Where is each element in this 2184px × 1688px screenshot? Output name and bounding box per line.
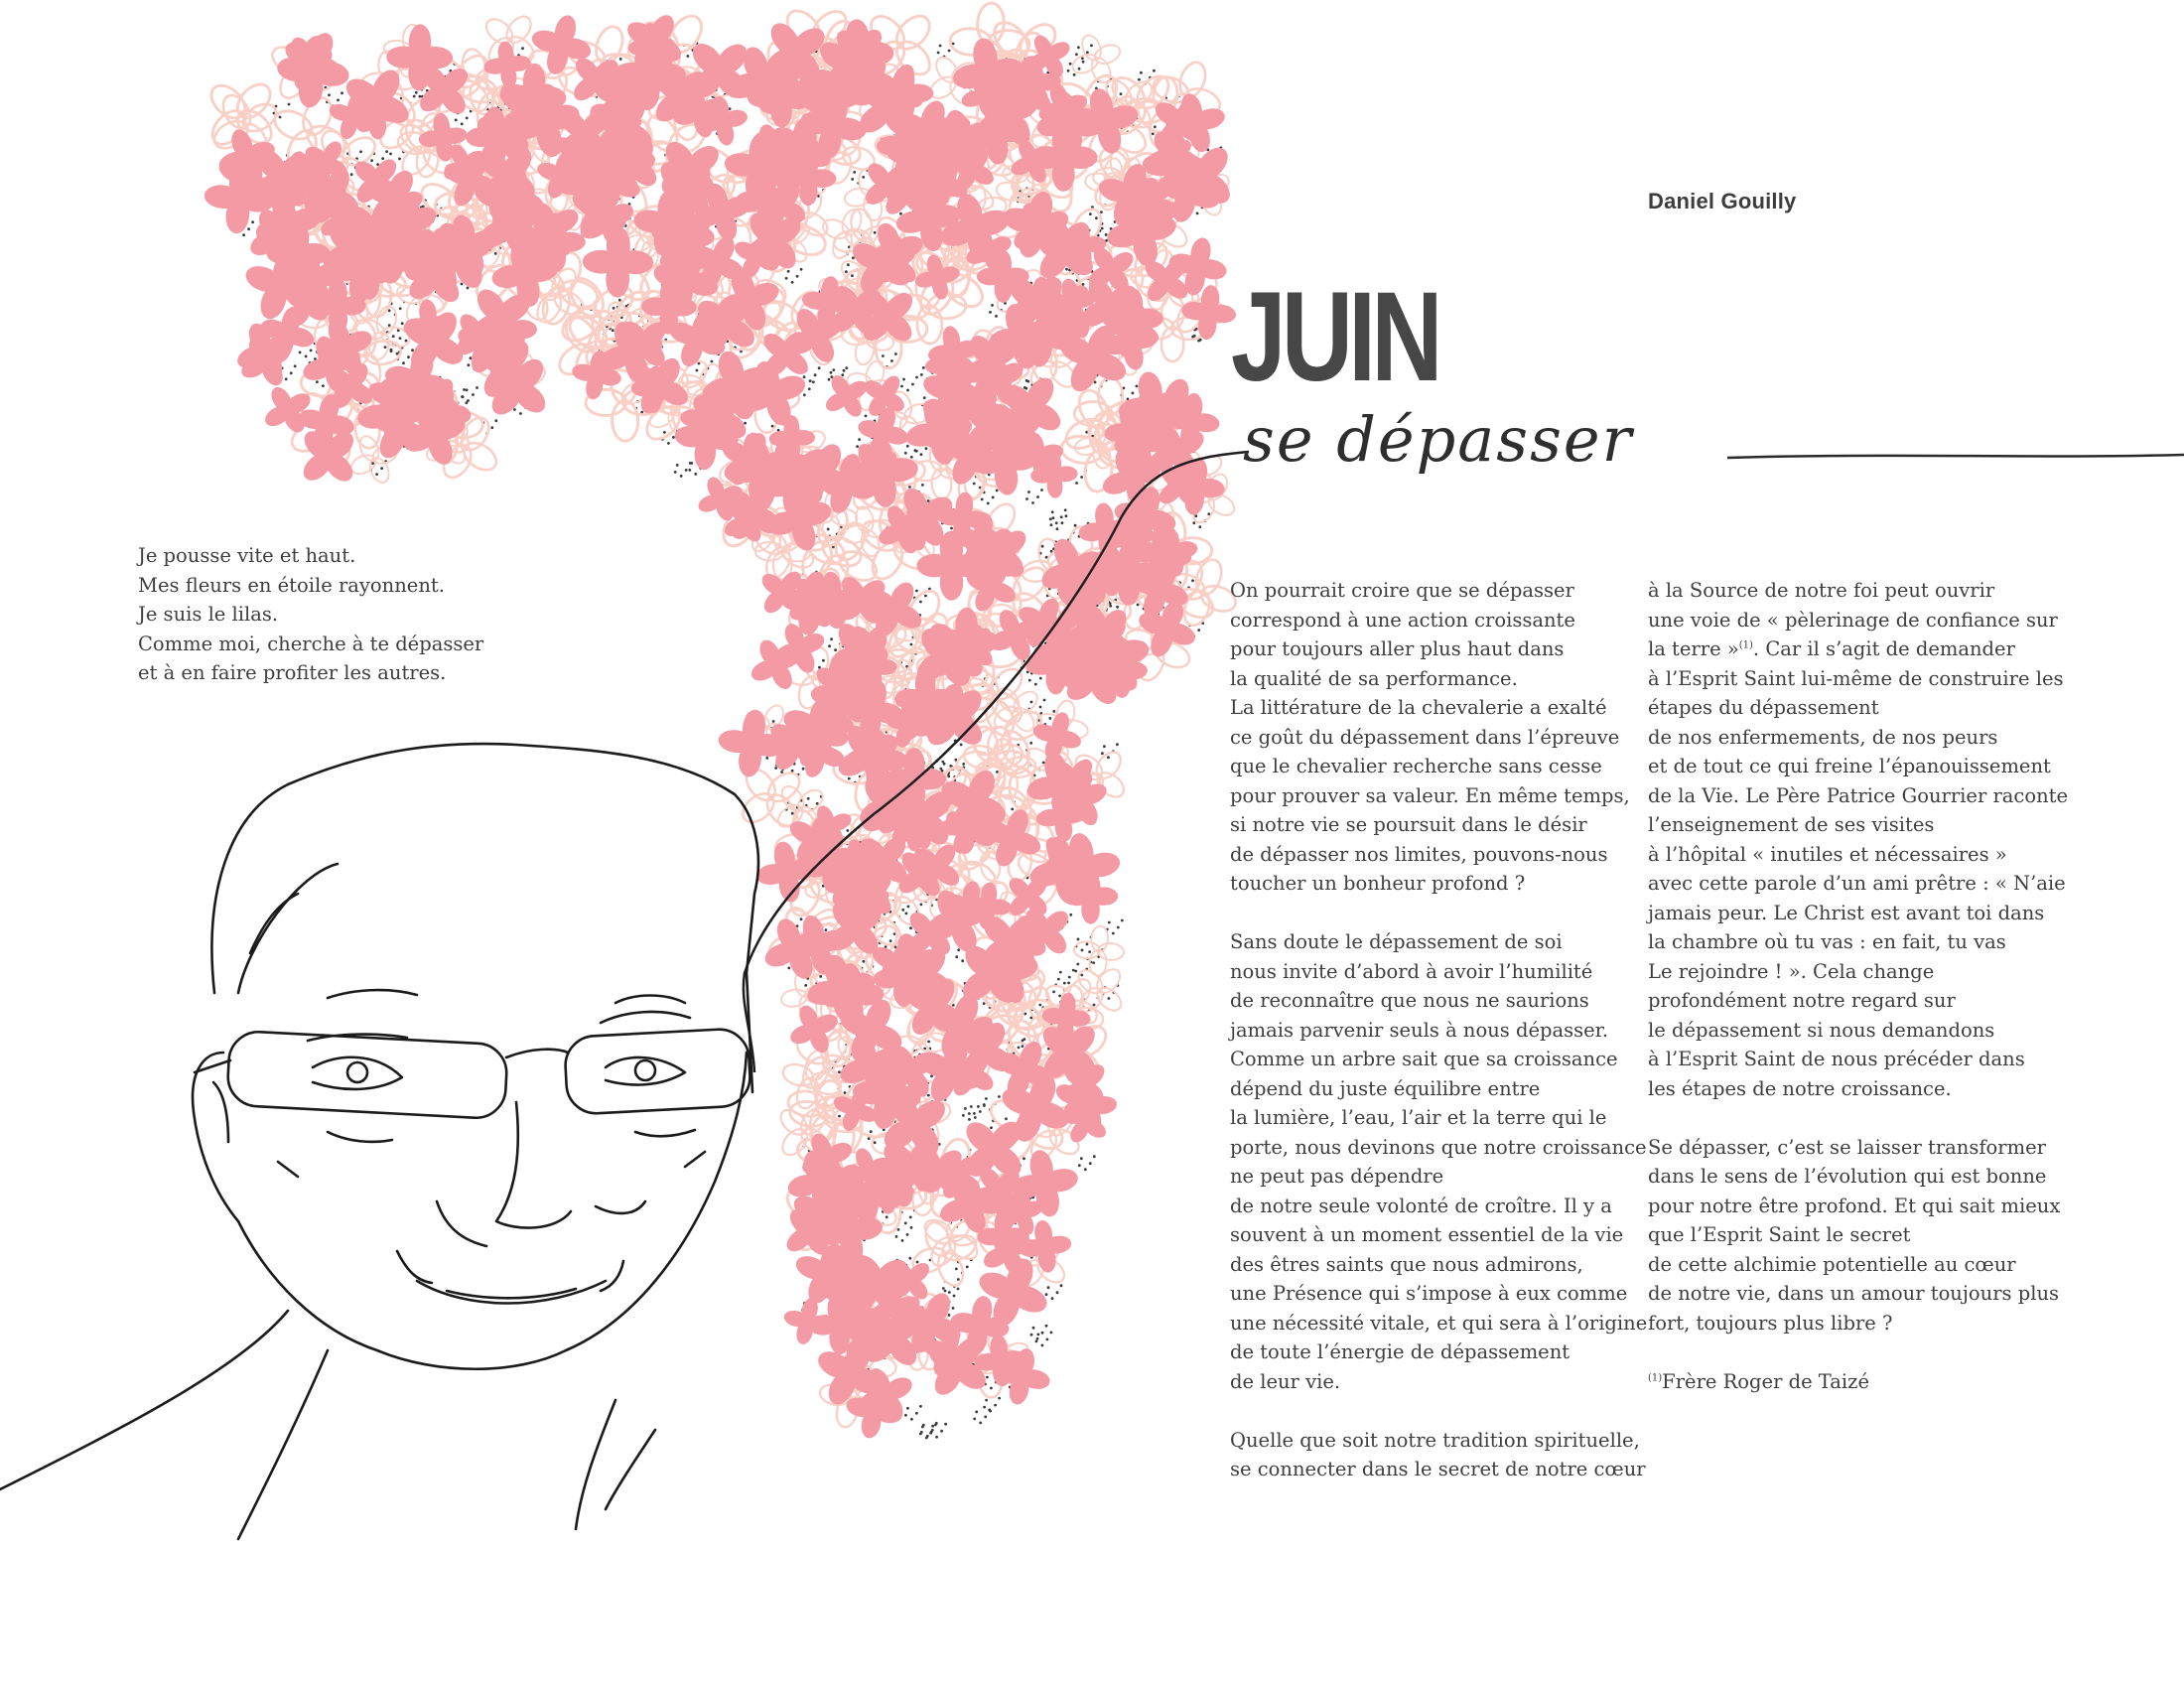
text-fragment: . Car il s’agit de demander	[1752, 637, 2015, 660]
poem-line: Comme moi, cherche à te dépasser	[138, 632, 484, 655]
text-line	[1648, 634, 2065, 664]
text-line: une Présence qui s’impose à eux comme	[1230, 1282, 1628, 1305]
text-line: de nos enfermements, de nos peurs	[1648, 725, 1998, 749]
author-name: Daniel Gouilly	[1648, 189, 1797, 213]
text-line: pour notre être profond. Et qui sait mieux	[1648, 1194, 2061, 1217]
text-line: toucher un bonheur profond ?	[1230, 872, 1526, 895]
paragraph	[1230, 1426, 1647, 1484]
poem-line: Je suis le lilas.	[138, 603, 279, 626]
text-line: que le chevalier recherche sans cesse	[1230, 755, 1602, 777]
text-line: de notre seule volonté de croître. Il y a	[1230, 1194, 1612, 1217]
text-line: se connecter dans le secret de notre cœur	[1230, 1458, 1646, 1480]
text-line: Se dépasser, c’est se laisser transformer	[1648, 1135, 2046, 1159]
text-line: On pourrait croire que se dépasser	[1230, 579, 1574, 602]
footnote-reference: (1)	[1738, 639, 1753, 651]
text-line: et de tout ce qui freine l’épanouissement	[1648, 755, 2051, 777]
text-line: Le rejoindre ! ». Cela change	[1648, 959, 1935, 983]
footnote-mark: (1)	[1648, 1372, 1663, 1383]
text-line: à l’Esprit Saint lui-même de construire les	[1648, 666, 2064, 690]
text-line: la chambre où tu vas : en fait, tu vas	[1648, 930, 2006, 953]
text-line: la lumière, l’eau, l’air et la terre qui le	[1230, 1106, 1607, 1129]
text-line: si notre vie se poursuit dans le désir	[1230, 813, 1587, 836]
text-line: de notre vie, dans un amour toujours plus	[1648, 1282, 2060, 1305]
text-line: à l’Esprit Saint de nous précéder dans	[1648, 1048, 2025, 1070]
text-line: de toute l’énergie de dépassement	[1230, 1340, 1570, 1363]
text-line: à la Source de notre foi peut ouvrir	[1648, 579, 1995, 602]
text-line: une voie de « pèlerinage de confiance sur	[1648, 608, 2058, 632]
text-line: porte, nous devinons que notre croissance	[1230, 1135, 1647, 1159]
text-line: correspond à une action croissante	[1230, 608, 1575, 632]
text-line: nous invite d’abord à avoir l’humilité	[1230, 959, 1593, 983]
portrait-drawing	[0, 744, 758, 1539]
paragraph	[1648, 576, 2069, 1103]
text-line: Quelle que soit notre tradition spirituelle,	[1230, 1428, 1640, 1452]
month-title: JUIN	[1231, 266, 1438, 408]
text-line: de cette alchimie potentielle au cœur	[1648, 1252, 2016, 1276]
text-line: de reconnaître que nous ne saurions	[1230, 989, 1589, 1012]
text-line: Comme un arbre sait que sa croissance	[1230, 1048, 1618, 1070]
poem-line: Je pousse vite et haut.	[138, 544, 356, 567]
pink-flower-cluster	[201, 0, 1251, 1444]
text-line: les étapes de notre croissance.	[1648, 1076, 1952, 1100]
text-line: souvent à un moment essentiel de la vie	[1230, 1223, 1624, 1246]
article-column-1	[1230, 576, 1647, 1513]
text-line: des êtres saints que nous admirons,	[1230, 1252, 1583, 1276]
text-line: une nécessité vitale, et qui sera à l’origine	[1230, 1311, 1648, 1335]
text-line: avec cette parole d’un ami prêtre : « N’aie	[1648, 872, 2066, 895]
footnote-text: Frère Roger de Taizé	[1662, 1369, 1869, 1393]
text-line: pour prouver sa valeur. En même temps,	[1230, 783, 1630, 807]
text-line: Sans doute le dépassement de soi	[1230, 930, 1563, 953]
poem-line: Mes fleurs en étoile rayonnent.	[138, 573, 445, 597]
poem-block	[138, 541, 535, 688]
text-line: fort, toujours plus libre ?	[1648, 1311, 1893, 1335]
text-line: dans le sens de l’évolution qui est bonne	[1648, 1165, 2047, 1188]
text-line: jamais peur. Le Christ est avant toi dans	[1648, 901, 2045, 924]
text-line: l’enseignement de ses visites	[1648, 813, 1935, 836]
theme-flourish-line	[1727, 455, 2184, 458]
text-line: de dépasser nos limites, pouvons-nous	[1230, 842, 1608, 866]
text-line: ne peut pas dépendre	[1230, 1165, 1444, 1188]
text-line: étapes du dépassement	[1648, 696, 1879, 719]
text-line: la qualité de sa performance.	[1230, 666, 1518, 690]
poem-line: et à en faire profiter les autres.	[138, 661, 447, 684]
article-column-2	[1648, 576, 2069, 1426]
text-line: pour toujours aller plus haut dans	[1230, 637, 1565, 660]
text-line: à l’hôpital « inutiles et nécessaires »	[1648, 842, 2007, 866]
text-fragment: la terre »	[1648, 637, 1739, 660]
paragraph	[1230, 576, 1647, 899]
text-line: dépend du juste équilibre entre	[1230, 1076, 1541, 1100]
text-line: La littérature de la chevalerie a exalté	[1230, 696, 1607, 719]
text-line: profondément notre regard sur	[1648, 989, 1956, 1012]
paragraph	[1648, 1133, 2065, 1338]
theme-subtitle: se dépasser	[1243, 403, 1634, 476]
text-line: le dépassement si nous demandons	[1648, 1018, 1995, 1042]
text-line: ce goût du dépassement dans l’épreuve	[1230, 725, 1620, 749]
text-line: de la Vie. Le Père Patrice Gourrier raconte	[1648, 783, 2069, 807]
text-line: jamais parvenir seuls à nous dépasser.	[1230, 1018, 1609, 1042]
text-line: que l’Esprit Saint le secret	[1648, 1223, 1911, 1246]
text-line: de leur vie.	[1230, 1369, 1341, 1393]
paragraph	[1230, 927, 1647, 1396]
footnote	[1648, 1367, 2065, 1397]
